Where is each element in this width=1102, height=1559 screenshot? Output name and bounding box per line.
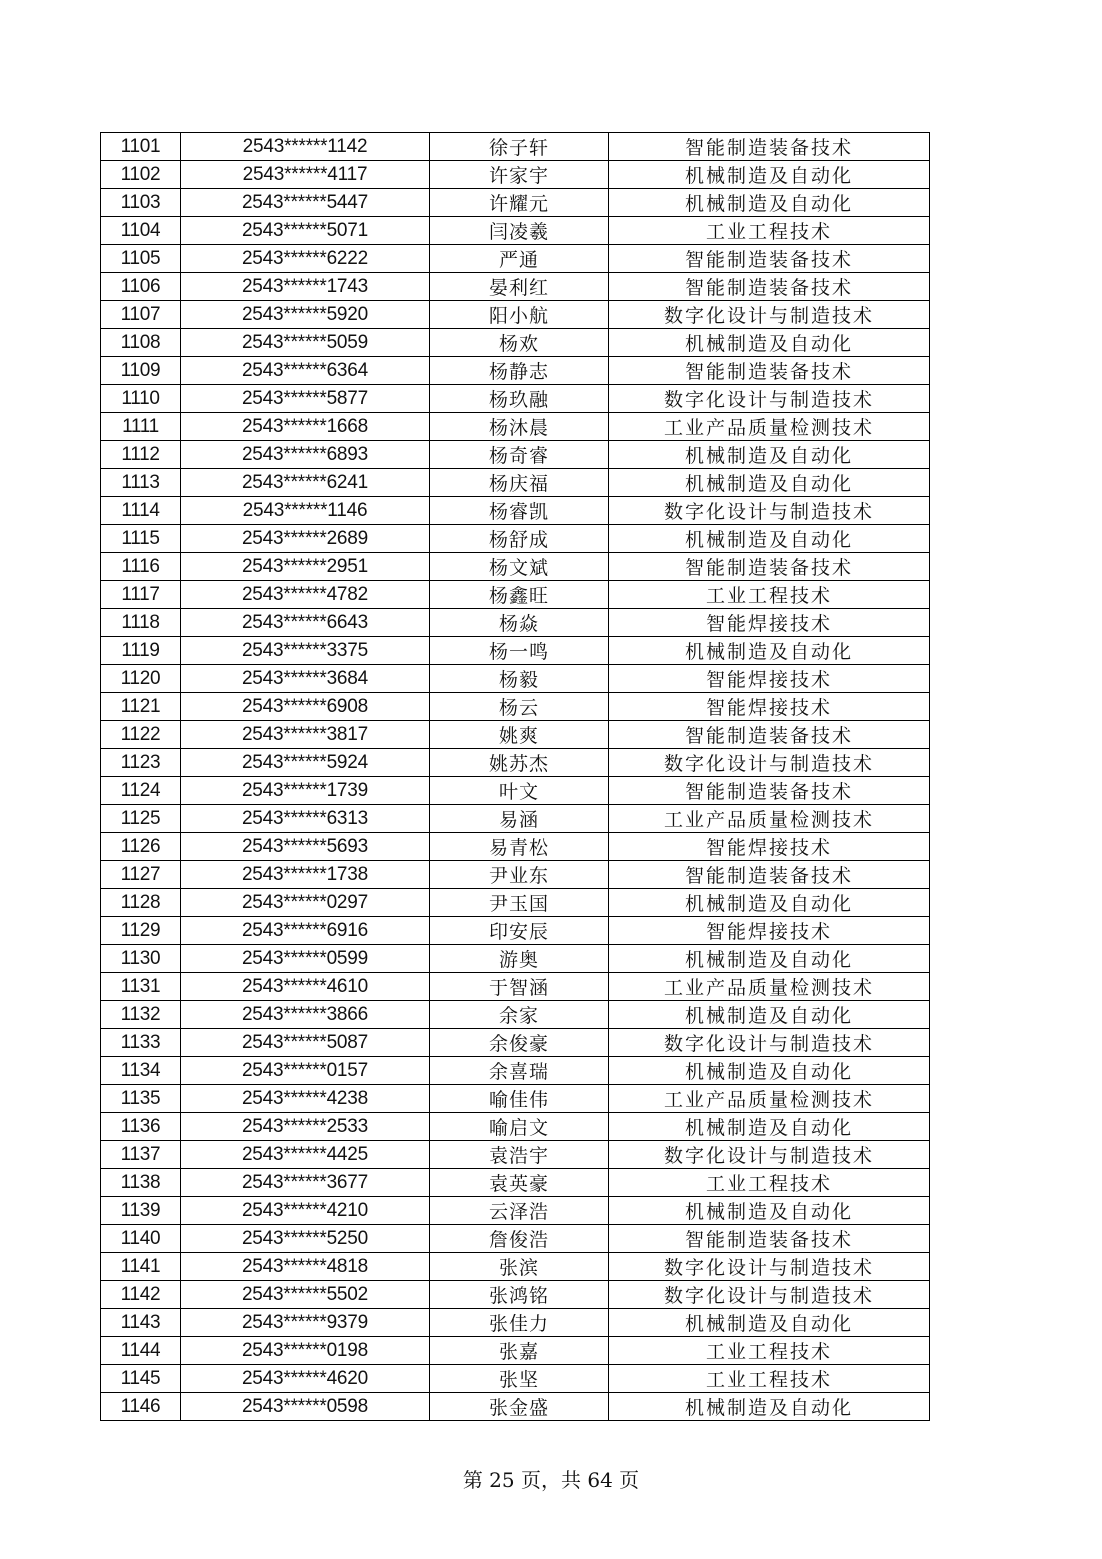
row-number-cell: 1129 [101, 917, 181, 945]
student-name-cell: 杨文斌 [430, 553, 609, 581]
table-row [101, 749, 930, 777]
major-cell: 数字化设计与制造技术 [609, 1029, 930, 1057]
table-row [101, 1253, 930, 1281]
row-number-cell: 1112 [101, 441, 181, 469]
major-cell: 机械制造及自动化 [609, 189, 930, 217]
student-name-cell: 杨焱 [430, 609, 609, 637]
student-name-cell: 闫凌羲 [430, 217, 609, 245]
table-row [101, 637, 930, 665]
row-number-cell: 1134 [101, 1057, 181, 1085]
row-number-cell: 1131 [101, 973, 181, 1001]
major-cell: 工业工程技术 [609, 1365, 930, 1393]
student-name-cell: 余家 [430, 1001, 609, 1029]
major-cell: 机械制造及自动化 [609, 1057, 930, 1085]
major-cell: 工业产品质量检测技术 [609, 805, 930, 833]
student-name-cell: 余喜瑞 [430, 1057, 609, 1085]
major-cell: 智能制造装备技术 [609, 861, 930, 889]
row-number-cell: 1106 [101, 273, 181, 301]
table-row [101, 1113, 930, 1141]
table-row [101, 1281, 930, 1309]
row-number-cell: 1101 [101, 133, 181, 161]
table-row [101, 833, 930, 861]
major-cell: 工业产品质量检测技术 [609, 413, 930, 441]
student-id-cell: 2543******3866 [181, 1001, 430, 1029]
student-id-cell: 2543******6313 [181, 805, 430, 833]
row-number-cell: 1132 [101, 1001, 181, 1029]
student-name-cell: 杨睿凯 [430, 497, 609, 525]
row-number-cell: 1133 [101, 1029, 181, 1057]
row-number-cell: 1128 [101, 889, 181, 917]
table-row [101, 161, 930, 189]
student-id-cell: 2543******5920 [181, 301, 430, 329]
student-id-cell: 2543******6908 [181, 693, 430, 721]
table-row [101, 1169, 930, 1197]
table-row [101, 693, 930, 721]
major-cell: 智能焊接技术 [609, 833, 930, 861]
student-name-cell: 姚苏杰 [430, 749, 609, 777]
table-row [101, 525, 930, 553]
major-cell: 智能焊接技术 [609, 609, 930, 637]
student-id-cell: 2543******1146 [181, 497, 430, 525]
major-cell: 数字化设计与制造技术 [609, 1281, 930, 1309]
student-name-cell: 杨静志 [430, 357, 609, 385]
student-name-cell: 于智涵 [430, 973, 609, 1001]
student-id-cell: 2543******0598 [181, 1393, 430, 1421]
table-row [101, 1309, 930, 1337]
student-id-cell: 2543******5502 [181, 1281, 430, 1309]
row-number-cell: 1139 [101, 1197, 181, 1225]
row-number-cell: 1127 [101, 861, 181, 889]
student-id-cell: 2543******6241 [181, 469, 430, 497]
student-name-cell: 杨欢 [430, 329, 609, 357]
table-row [101, 329, 930, 357]
major-cell: 数字化设计与制造技术 [609, 385, 930, 413]
row-number-cell: 1116 [101, 553, 181, 581]
student-name-cell: 杨云 [430, 693, 609, 721]
major-cell: 数字化设计与制造技术 [609, 301, 930, 329]
student-id-cell: 2543******9379 [181, 1309, 430, 1337]
row-number-cell: 1123 [101, 749, 181, 777]
student-name-cell: 云泽浩 [430, 1197, 609, 1225]
row-number-cell: 1120 [101, 665, 181, 693]
row-number-cell: 1140 [101, 1225, 181, 1253]
student-id-cell: 2543******3684 [181, 665, 430, 693]
student-id-cell: 2543******6916 [181, 917, 430, 945]
row-number-cell: 1115 [101, 525, 181, 553]
row-number-cell: 1138 [101, 1169, 181, 1197]
student-name-cell: 尹玉国 [430, 889, 609, 917]
table-row [101, 497, 930, 525]
student-id-cell: 2543******5071 [181, 217, 430, 245]
student-id-cell: 2543******5877 [181, 385, 430, 413]
student-id-cell: 2543******6893 [181, 441, 430, 469]
row-number-cell: 1135 [101, 1085, 181, 1113]
major-cell: 智能制造装备技术 [609, 1225, 930, 1253]
student-id-cell: 2543******3677 [181, 1169, 430, 1197]
row-number-cell: 1122 [101, 721, 181, 749]
student-id-cell: 2543******4620 [181, 1365, 430, 1393]
major-cell: 工业产品质量检测技术 [609, 973, 930, 1001]
major-cell: 机械制造及自动化 [609, 1113, 930, 1141]
student-name-cell: 易涵 [430, 805, 609, 833]
student-id-cell: 2543******3375 [181, 637, 430, 665]
student-id-cell: 2543******1142 [181, 133, 430, 161]
major-cell: 工业产品质量检测技术 [609, 1085, 930, 1113]
student-id-cell: 2543******5693 [181, 833, 430, 861]
major-cell: 机械制造及自动化 [609, 945, 930, 973]
student-id-cell: 2543******5447 [181, 189, 430, 217]
student-id-cell: 2543******1739 [181, 777, 430, 805]
major-cell: 机械制造及自动化 [609, 441, 930, 469]
student-name-cell: 杨玖融 [430, 385, 609, 413]
student-id-cell: 2543******2951 [181, 553, 430, 581]
student-name-cell: 张坚 [430, 1365, 609, 1393]
row-number-cell: 1113 [101, 469, 181, 497]
student-name-cell: 游奥 [430, 945, 609, 973]
table-row [101, 245, 930, 273]
table-row [101, 357, 930, 385]
table-row [101, 945, 930, 973]
major-cell: 智能制造装备技术 [609, 133, 930, 161]
major-cell: 机械制造及自动化 [609, 525, 930, 553]
student-name-cell: 袁英豪 [430, 1169, 609, 1197]
major-cell: 智能制造装备技术 [609, 245, 930, 273]
student-name-cell: 张嘉 [430, 1337, 609, 1365]
major-cell: 机械制造及自动化 [609, 1393, 930, 1421]
table-row [101, 581, 930, 609]
student-id-cell: 2543******1743 [181, 273, 430, 301]
student-name-cell: 喻启文 [430, 1113, 609, 1141]
student-id-cell: 2543******6222 [181, 245, 430, 273]
major-cell: 工业工程技术 [609, 581, 930, 609]
roster-body [101, 133, 930, 1421]
row-number-cell: 1105 [101, 245, 181, 273]
student-id-cell: 2543******6364 [181, 357, 430, 385]
student-id-cell: 2543******0599 [181, 945, 430, 973]
student-name-cell: 张鸿铭 [430, 1281, 609, 1309]
student-id-cell: 2543******0297 [181, 889, 430, 917]
student-id-cell: 2543******4782 [181, 581, 430, 609]
student-roster-table [100, 132, 930, 1421]
student-id-cell: 2543******0157 [181, 1057, 430, 1085]
student-name-cell: 杨奇睿 [430, 441, 609, 469]
student-name-cell: 张滨 [430, 1253, 609, 1281]
major-cell: 机械制造及自动化 [609, 1197, 930, 1225]
table-row [101, 721, 930, 749]
student-name-cell: 叶文 [430, 777, 609, 805]
student-id-cell: 2543******6643 [181, 609, 430, 637]
table-row [101, 805, 930, 833]
student-name-cell: 徐子轩 [430, 133, 609, 161]
student-name-cell: 杨鑫旺 [430, 581, 609, 609]
row-number-cell: 1121 [101, 693, 181, 721]
student-name-cell: 晏利红 [430, 273, 609, 301]
row-number-cell: 1136 [101, 1113, 181, 1141]
table-row [101, 973, 930, 1001]
major-cell: 数字化设计与制造技术 [609, 1141, 930, 1169]
table-row [101, 665, 930, 693]
row-number-cell: 1110 [101, 385, 181, 413]
major-cell: 机械制造及自动化 [609, 161, 930, 189]
major-cell: 智能焊接技术 [609, 665, 930, 693]
row-number-cell: 1125 [101, 805, 181, 833]
major-cell: 工业工程技术 [609, 217, 930, 245]
major-cell: 智能制造装备技术 [609, 273, 930, 301]
student-id-cell: 2543******4610 [181, 973, 430, 1001]
major-cell: 智能焊接技术 [609, 917, 930, 945]
student-name-cell: 严通 [430, 245, 609, 273]
table-row [101, 273, 930, 301]
major-cell: 数字化设计与制造技术 [609, 497, 930, 525]
row-number-cell: 1117 [101, 581, 181, 609]
row-number-cell: 1118 [101, 609, 181, 637]
table-row [101, 609, 930, 637]
row-number-cell: 1114 [101, 497, 181, 525]
major-cell: 机械制造及自动化 [609, 1001, 930, 1029]
student-name-cell: 杨毅 [430, 665, 609, 693]
row-number-cell: 1130 [101, 945, 181, 973]
row-number-cell: 1111 [101, 413, 181, 441]
row-number-cell: 1144 [101, 1337, 181, 1365]
row-number-cell: 1142 [101, 1281, 181, 1309]
student-id-cell: 2543******4238 [181, 1085, 430, 1113]
student-id-cell: 2543******5087 [181, 1029, 430, 1057]
row-number-cell: 1108 [101, 329, 181, 357]
student-name-cell: 印安辰 [430, 917, 609, 945]
table-row [101, 1057, 930, 1085]
student-id-cell: 2543******5924 [181, 749, 430, 777]
row-number-cell: 1145 [101, 1365, 181, 1393]
table-row [101, 1337, 930, 1365]
table-row [101, 1001, 930, 1029]
major-cell: 工业工程技术 [609, 1169, 930, 1197]
table-row [101, 889, 930, 917]
major-cell: 智能焊接技术 [609, 693, 930, 721]
major-cell: 机械制造及自动化 [609, 637, 930, 665]
table-row [101, 553, 930, 581]
student-name-cell: 张金盛 [430, 1393, 609, 1421]
student-id-cell: 2543******4117 [181, 161, 430, 189]
table-row [101, 1085, 930, 1113]
student-id-cell: 2543******4425 [181, 1141, 430, 1169]
student-id-cell: 2543******5250 [181, 1225, 430, 1253]
student-id-cell: 2543******2533 [181, 1113, 430, 1141]
student-name-cell: 喻佳伟 [430, 1085, 609, 1113]
major-cell: 智能制造装备技术 [609, 721, 930, 749]
student-name-cell: 阳小航 [430, 301, 609, 329]
student-name-cell: 姚爽 [430, 721, 609, 749]
row-number-cell: 1107 [101, 301, 181, 329]
student-name-cell: 杨沐晨 [430, 413, 609, 441]
table-row [101, 1197, 930, 1225]
major-cell: 机械制造及自动化 [609, 329, 930, 357]
student-id-cell: 2543******4210 [181, 1197, 430, 1225]
student-name-cell: 易青松 [430, 833, 609, 861]
student-name-cell: 余俊豪 [430, 1029, 609, 1057]
row-number-cell: 1137 [101, 1141, 181, 1169]
student-id-cell: 2543******5059 [181, 329, 430, 357]
student-id-cell: 2543******1738 [181, 861, 430, 889]
row-number-cell: 1143 [101, 1309, 181, 1337]
table-row [101, 441, 930, 469]
student-name-cell: 许家宇 [430, 161, 609, 189]
table-row [101, 217, 930, 245]
student-name-cell: 张佳力 [430, 1309, 609, 1337]
student-name-cell: 詹俊浩 [430, 1225, 609, 1253]
table-row [101, 777, 930, 805]
table-row [101, 189, 930, 217]
table-row [101, 1225, 930, 1253]
student-name-cell: 杨舒成 [430, 525, 609, 553]
major-cell: 智能制造装备技术 [609, 777, 930, 805]
student-id-cell: 2543******2689 [181, 525, 430, 553]
row-number-cell: 1102 [101, 161, 181, 189]
major-cell: 机械制造及自动化 [609, 889, 930, 917]
table-row [101, 917, 930, 945]
row-number-cell: 1109 [101, 357, 181, 385]
major-cell: 机械制造及自动化 [609, 469, 930, 497]
major-cell: 数字化设计与制造技术 [609, 1253, 930, 1281]
table-row [101, 1365, 930, 1393]
row-number-cell: 1141 [101, 1253, 181, 1281]
table-row [101, 1141, 930, 1169]
table-row [101, 301, 930, 329]
row-number-cell: 1124 [101, 777, 181, 805]
student-name-cell: 杨一鸣 [430, 637, 609, 665]
student-id-cell: 2543******1668 [181, 413, 430, 441]
row-number-cell: 1146 [101, 1393, 181, 1421]
table-row [101, 1029, 930, 1057]
table-row [101, 1393, 930, 1421]
major-cell: 工业工程技术 [609, 1337, 930, 1365]
major-cell: 智能制造装备技术 [609, 357, 930, 385]
page-footer: 第 25 页，共 64 页 [462, 1468, 640, 1492]
student-name-cell: 杨庆福 [430, 469, 609, 497]
row-number-cell: 1103 [101, 189, 181, 217]
student-name-cell: 袁浩宇 [430, 1141, 609, 1169]
table-row [101, 413, 930, 441]
major-cell: 智能制造装备技术 [609, 553, 930, 581]
table-row [101, 861, 930, 889]
student-id-cell: 2543******3817 [181, 721, 430, 749]
student-name-cell: 尹业东 [430, 861, 609, 889]
major-cell: 数字化设计与制造技术 [609, 749, 930, 777]
table-row [101, 385, 930, 413]
table-row [101, 133, 930, 161]
major-cell: 机械制造及自动化 [609, 1309, 930, 1337]
row-number-cell: 1119 [101, 637, 181, 665]
row-number-cell: 1104 [101, 217, 181, 245]
student-name-cell: 许耀元 [430, 189, 609, 217]
student-id-cell: 2543******0198 [181, 1337, 430, 1365]
table-row [101, 469, 930, 497]
row-number-cell: 1126 [101, 833, 181, 861]
student-id-cell: 2543******4818 [181, 1253, 430, 1281]
